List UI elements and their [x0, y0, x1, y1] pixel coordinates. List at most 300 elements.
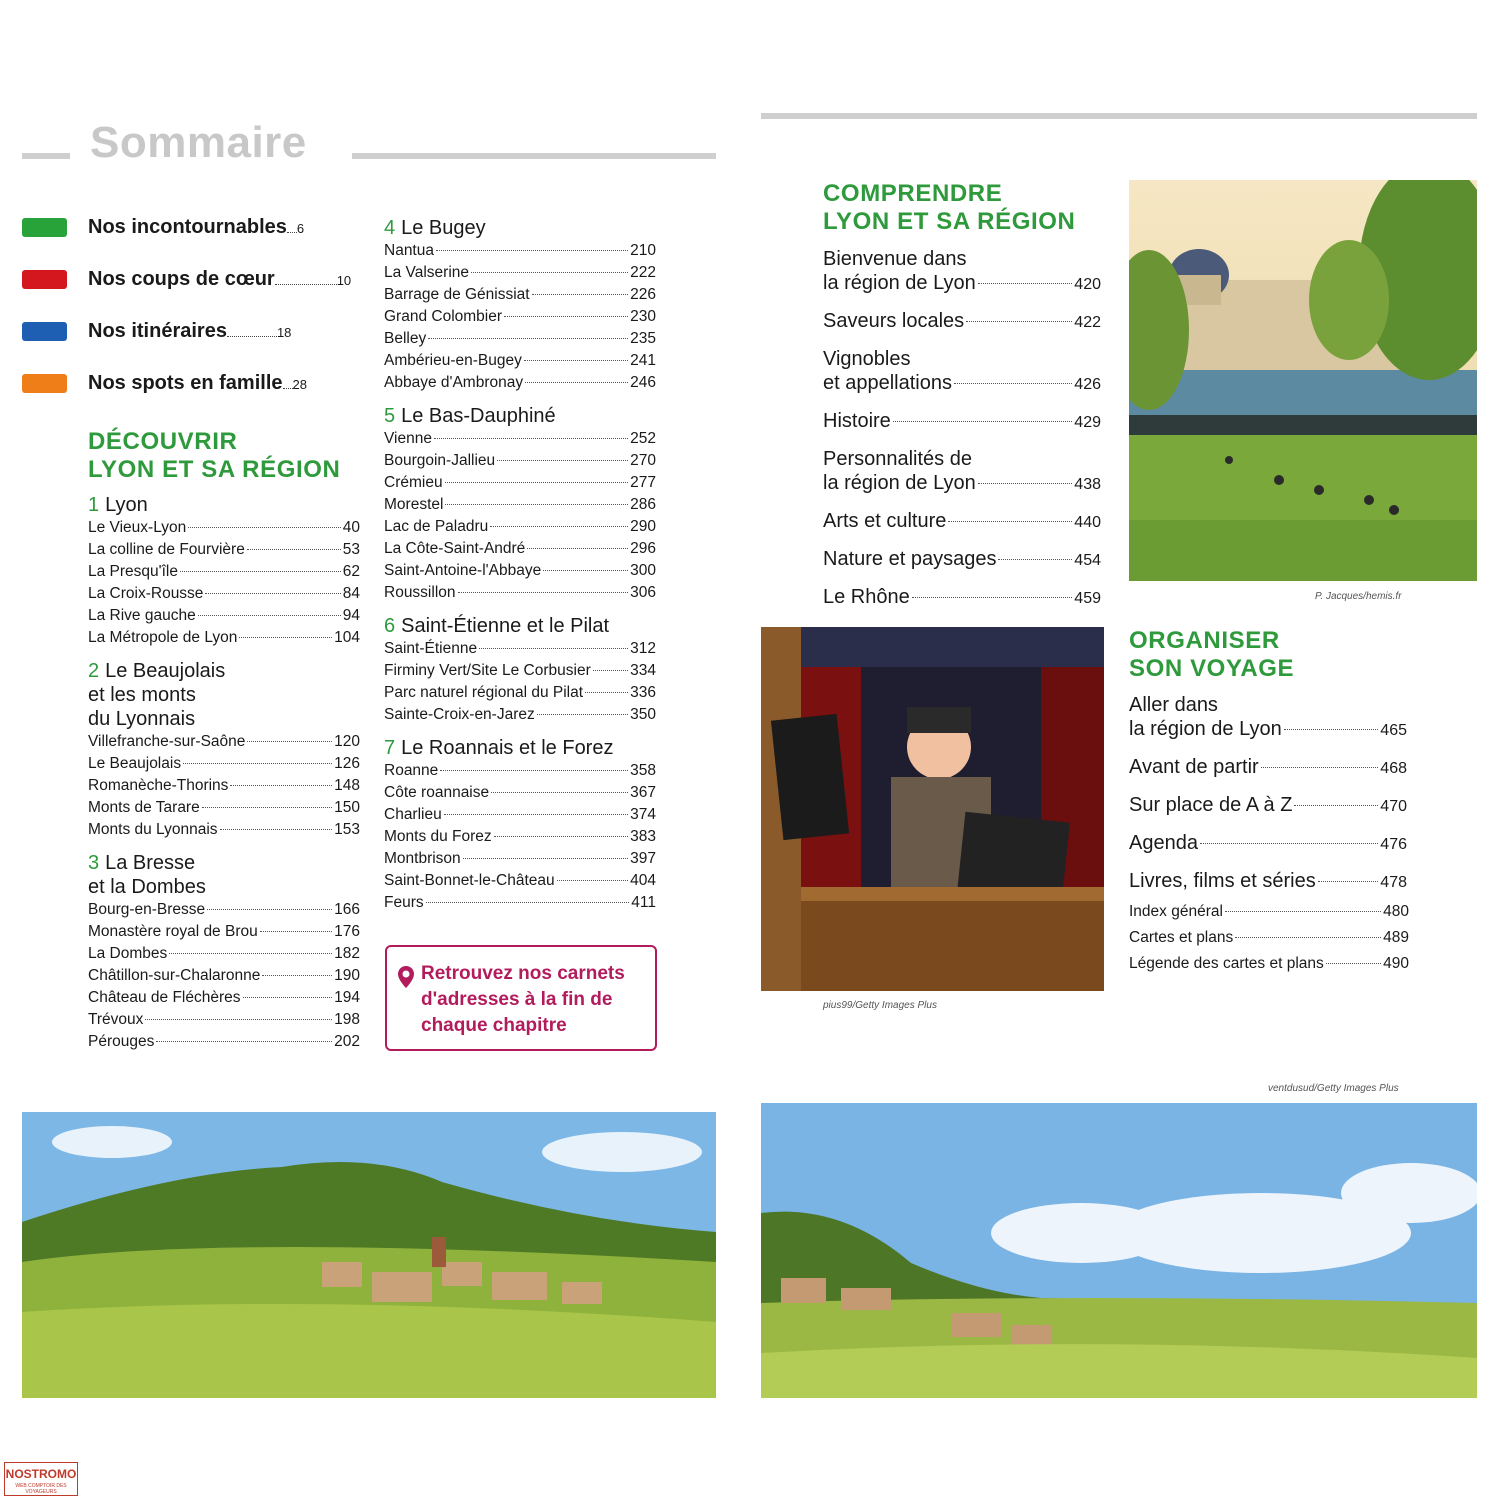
organiser-index-list — [1129, 899, 1409, 977]
entry-name: Saveurs locales — [823, 310, 965, 332]
legend-page: 10 — [336, 273, 352, 288]
dot-leader — [220, 829, 333, 830]
entry-name: Légende des cartes et plans — [1129, 955, 1324, 972]
dot-leader — [169, 953, 332, 954]
organiser-list — [1129, 693, 1407, 907]
dot-leader — [230, 785, 332, 786]
toc-entry — [384, 870, 656, 892]
chapter-block — [88, 493, 360, 649]
chapter-number: 7 — [384, 737, 396, 759]
entry-name: Nature et paysages — [823, 548, 997, 570]
beaujolais-village-photo-left — [22, 1112, 716, 1398]
comprendre-heading-line1: COMPRENDRE — [823, 180, 1003, 207]
toc-entry — [823, 247, 1101, 297]
entry-name: La Dombes — [88, 945, 168, 962]
entry-page: 210 — [630, 242, 656, 259]
toc-entry — [384, 638, 656, 660]
entry-page: 478 — [1380, 874, 1407, 891]
chapter-title — [88, 851, 360, 875]
entry-page: 422 — [1074, 314, 1101, 331]
entry-name: Feurs — [384, 894, 424, 911]
entry-page: 190 — [334, 967, 360, 984]
entry-page: 53 — [342, 541, 360, 558]
dot-leader — [227, 336, 277, 337]
legend-page: 6 — [296, 221, 305, 236]
chapter-number: 2 — [88, 660, 100, 682]
chapter-title — [384, 216, 656, 240]
entry-page: 440 — [1074, 514, 1101, 531]
dot-leader — [543, 570, 628, 571]
legend-swatch — [22, 322, 67, 341]
entry-line — [1129, 693, 1407, 717]
toc-entry — [1129, 693, 1407, 743]
toc-entry — [1129, 869, 1407, 895]
chapter-block — [88, 851, 360, 1053]
dot-leader — [1200, 843, 1378, 844]
chapter-title — [384, 736, 656, 760]
title-rule-right — [352, 153, 716, 159]
entry-name: La colline de Fourvière — [88, 541, 245, 558]
chapter-title — [384, 404, 656, 428]
toc-entry — [384, 450, 656, 472]
entry-name: Château de Fléchères — [88, 989, 241, 1006]
dot-leader — [180, 571, 341, 572]
entry-name: Monts du Forez — [384, 828, 492, 845]
entry-page: 226 — [630, 286, 656, 303]
entry-name: Crémieu — [384, 474, 443, 491]
entry-line — [1129, 869, 1407, 895]
chapter-title-text: et la Dombes — [88, 876, 206, 898]
decouvrir-heading-line2: LYON ET SA RÉGION — [88, 456, 341, 483]
dot-leader — [445, 482, 629, 483]
entry-page: 182 — [334, 945, 360, 962]
toc-entry — [384, 284, 656, 306]
dot-leader — [207, 909, 332, 910]
entry-page: 306 — [630, 584, 656, 601]
dot-leader — [434, 438, 628, 439]
dot-leader — [436, 250, 628, 251]
dot-leader — [1284, 729, 1379, 730]
chapter-title-text: Le Bas-Dauphiné — [401, 405, 556, 427]
entry-page: 84 — [342, 585, 360, 602]
index-entry — [1129, 925, 1409, 951]
legend-label-text: Nos coups de cœur — [88, 268, 275, 290]
entry-page: 222 — [630, 264, 656, 281]
entry-page: 40 — [342, 519, 360, 536]
toc-entry — [88, 775, 360, 797]
comprendre-heading — [823, 180, 1075, 236]
toc-entry — [384, 660, 656, 682]
entry-page: 176 — [334, 923, 360, 940]
entry-name: La Valserine — [384, 264, 470, 281]
entry-page: 358 — [630, 762, 656, 779]
entry-page: 277 — [630, 474, 656, 491]
entry-name: la région de Lyon — [823, 272, 976, 294]
chapter-title-text: Le Beaujolais — [105, 660, 226, 682]
dot-leader — [490, 526, 628, 527]
toc-entry — [88, 583, 360, 605]
chapter-number: 5 — [384, 405, 396, 427]
entry-page: 198 — [334, 1011, 360, 1028]
chapter-number: 6 — [384, 615, 396, 637]
dot-leader — [593, 670, 628, 671]
entry-line — [823, 371, 1101, 397]
dot-leader — [260, 931, 332, 932]
legend-key-3 — [22, 320, 342, 346]
legend-key-1 — [22, 216, 342, 242]
toc-entry — [384, 848, 656, 870]
dot-leader — [440, 770, 628, 771]
toc-entry — [88, 987, 360, 1009]
chapter-title-text: Le Roannais et le Forez — [401, 737, 614, 759]
dot-leader — [1235, 937, 1381, 938]
entry-page: 270 — [630, 452, 656, 469]
entry-page: 367 — [630, 784, 656, 801]
toc-entry — [384, 782, 656, 804]
nostromo-logo: NOSTROMO WEB COMPTOIR DES VOYAGEURS — [4, 1462, 78, 1496]
dot-leader — [497, 460, 628, 461]
entry-name: La Croix-Rousse — [88, 585, 204, 602]
toc-entry — [823, 447, 1101, 497]
organiser-heading-line2: SON VOYAGE — [1129, 655, 1295, 682]
entry-name: Vignobles — [823, 348, 911, 370]
legend-label — [88, 216, 304, 239]
dot-leader — [1326, 963, 1381, 964]
chapter-title-text: du Lyonnais — [88, 708, 196, 730]
chapter-block — [88, 659, 360, 841]
entry-page: 246 — [630, 374, 656, 391]
chapter-title — [88, 659, 360, 683]
entry-name: Firminy Vert/Site Le Corbusier — [384, 662, 591, 679]
legend-label — [88, 372, 307, 395]
toc-entry — [384, 892, 656, 914]
photo-credit-1: P. Jacques/hemis.fr — [1315, 591, 1402, 602]
entry-line — [823, 471, 1101, 497]
entry-name: Avant de partir — [1129, 756, 1259, 778]
dot-leader — [494, 836, 628, 837]
entry-name: Saint-Bonnet-le-Château — [384, 872, 555, 889]
entry-page: 334 — [630, 662, 656, 679]
entry-name: Pérouges — [88, 1033, 155, 1050]
toc-entry — [88, 797, 360, 819]
entry-page: 120 — [334, 733, 360, 750]
decouvrir-heading-line1: DÉCOUVRIR — [88, 428, 238, 455]
entry-name: Index général — [1129, 903, 1223, 920]
entry-name: Le Beaujolais — [88, 755, 182, 772]
guignol-puppet-photo — [761, 627, 1104, 991]
comprendre-list — [823, 247, 1101, 623]
entry-name: Roanne — [384, 762, 439, 779]
chapter-title — [88, 707, 360, 731]
toc-entry — [384, 516, 656, 538]
entry-name: Lac de Paladru — [384, 518, 489, 535]
entry-line — [1129, 755, 1407, 781]
dot-leader — [532, 294, 629, 295]
legend-label-text: Nos itinéraires — [88, 320, 227, 342]
index-entry — [1129, 899, 1409, 925]
toc-entry — [384, 240, 656, 262]
toc-entry — [88, 539, 360, 561]
entry-name: la région de Lyon — [823, 472, 976, 494]
legend-key-4 — [22, 372, 342, 398]
legend-label — [88, 320, 291, 343]
chapter-block — [384, 216, 656, 394]
entry-name: Châtillon-sur-Chalaronne — [88, 967, 261, 984]
chapter-number: 4 — [384, 217, 396, 239]
entry-page: 290 — [630, 518, 656, 535]
entry-page: 336 — [630, 684, 656, 701]
entry-name: Le Vieux-Lyon — [88, 519, 187, 536]
chapter-title-text: Le Bugey — [401, 217, 486, 239]
toc-entry — [823, 309, 1101, 335]
entry-page: 489 — [1383, 929, 1409, 946]
entry-name: Bourgoin-Jallieu — [384, 452, 496, 469]
dot-leader — [1294, 805, 1378, 806]
entry-name: Monts de Tarare — [88, 799, 200, 816]
dot-leader — [978, 283, 1073, 284]
dot-leader — [504, 316, 628, 317]
dot-leader — [1225, 911, 1381, 912]
chapter-number: 3 — [88, 852, 100, 874]
dot-leader — [1261, 767, 1379, 768]
entry-page: 374 — [630, 806, 656, 823]
toc-entry — [384, 826, 656, 848]
toc-entry — [88, 627, 360, 649]
dot-leader — [145, 1019, 332, 1020]
chapters-column-1 — [88, 493, 360, 1053]
comprendre-heading-line2: LYON ET SA RÉGION — [823, 208, 1076, 235]
entry-page: 150 — [334, 799, 360, 816]
toc-entry — [823, 585, 1101, 611]
entry-name: et appellations — [823, 372, 952, 394]
dot-leader — [428, 338, 628, 339]
entry-page: 438 — [1074, 476, 1101, 493]
entry-name: Saint-Étienne — [384, 640, 478, 657]
dot-leader — [283, 388, 293, 389]
decouvrir-heading — [88, 428, 340, 484]
entry-line — [1129, 717, 1407, 743]
entry-line — [823, 347, 1101, 371]
toc-entry — [88, 899, 360, 921]
beaujolais-village-photo-right — [761, 1103, 1477, 1398]
entry-page: 429 — [1074, 414, 1101, 431]
toc-entry — [88, 819, 360, 841]
entry-page: 94 — [342, 607, 360, 624]
entry-name: Vienne — [384, 430, 432, 447]
toc-entry — [88, 753, 360, 775]
entry-page: 296 — [630, 540, 656, 557]
legend-label-text: Nos incontournables — [88, 216, 287, 238]
dot-leader — [525, 382, 628, 383]
toc-entry — [88, 921, 360, 943]
entry-page: 286 — [630, 496, 656, 513]
dot-leader — [912, 597, 1073, 598]
entry-line — [823, 509, 1101, 535]
dot-leader — [948, 521, 1072, 522]
entry-page: 230 — [630, 308, 656, 325]
chapter-title-text: et les monts — [88, 684, 196, 706]
chapter-title-text: Saint-Étienne et le Pilat — [401, 615, 610, 637]
location-pin-icon — [397, 965, 415, 989]
chapters-column-2 — [384, 216, 656, 914]
dot-leader — [202, 807, 332, 808]
entry-name: Romanèche-Thorins — [88, 777, 229, 794]
toc-entry — [88, 1031, 360, 1053]
entry-name: Charlieu — [384, 806, 442, 823]
entry-page: 476 — [1380, 836, 1407, 853]
entry-line — [823, 585, 1101, 611]
dot-leader — [239, 637, 332, 638]
entry-line — [1129, 793, 1407, 819]
organiser-heading-line1: ORGANISER — [1129, 627, 1280, 654]
entry-name: Bourg-en-Bresse — [88, 901, 206, 918]
entry-name: Roussillon — [384, 584, 456, 601]
entry-name: Monts du Lyonnais — [88, 821, 218, 838]
entry-page: 300 — [630, 562, 656, 579]
toc-entry — [1129, 793, 1407, 819]
toc-entry — [384, 760, 656, 782]
dot-leader — [893, 421, 1073, 422]
dot-leader — [463, 858, 628, 859]
entry-page: 404 — [630, 872, 656, 889]
title-rule-left — [22, 153, 70, 159]
dot-leader — [247, 741, 332, 742]
toc-entry — [384, 582, 656, 604]
dot-leader — [1318, 881, 1379, 882]
entry-name: Personnalités de — [823, 448, 972, 470]
toc-entry — [88, 731, 360, 753]
chapter-block — [384, 736, 656, 914]
entry-page: 490 — [1383, 955, 1409, 972]
chapter-title-text: Lyon — [105, 494, 148, 516]
entry-page: 420 — [1074, 276, 1101, 293]
chapter-number: 1 — [88, 494, 100, 516]
toc-entry — [384, 328, 656, 350]
entry-line — [823, 447, 1101, 471]
toc-entry — [384, 428, 656, 450]
entry-name: Agenda — [1129, 832, 1198, 854]
addresses-callout — [385, 945, 657, 1051]
toc-entry — [88, 605, 360, 627]
chapter-title — [88, 875, 360, 899]
entry-page: 468 — [1380, 760, 1407, 777]
dot-leader — [978, 483, 1073, 484]
dot-leader — [537, 714, 628, 715]
dot-leader — [205, 593, 340, 594]
dot-leader — [247, 549, 341, 550]
entry-page: 350 — [630, 706, 656, 723]
entry-name: Villefranche-sur-Saône — [88, 733, 246, 750]
toc-entry — [823, 509, 1101, 535]
toc-entry — [384, 804, 656, 826]
entry-page: 153 — [334, 821, 360, 838]
entry-name: Trévoux — [88, 1011, 144, 1028]
toc-entry — [88, 561, 360, 583]
entry-name: Monastère royal de Brou — [88, 923, 258, 940]
entry-page: 459 — [1074, 590, 1101, 607]
dot-leader — [524, 360, 628, 361]
toc-entry — [823, 547, 1101, 573]
legend-key-2 — [22, 268, 352, 294]
entry-name: Livres, films et séries — [1129, 870, 1316, 892]
toc-entry — [88, 943, 360, 965]
entry-line — [823, 271, 1101, 297]
entry-page: 126 — [334, 755, 360, 772]
entry-name: Barrage de Génissiat — [384, 286, 530, 303]
dot-leader — [527, 548, 628, 549]
chapter-title — [88, 493, 360, 517]
toc-entry — [1129, 831, 1407, 857]
toc-entry — [384, 262, 656, 284]
entry-name: Parc naturel régional du Pilat — [384, 684, 584, 701]
entry-line — [823, 547, 1101, 573]
chapter-block — [384, 404, 656, 604]
entry-page: 383 — [630, 828, 656, 845]
dot-leader — [262, 975, 332, 976]
dot-leader — [479, 648, 628, 649]
legend-swatch — [22, 218, 67, 237]
entry-page: 104 — [334, 629, 360, 646]
entry-line — [1129, 831, 1407, 857]
legend-label — [88, 268, 351, 291]
dot-leader — [188, 527, 341, 528]
entry-name: La Métropole de Lyon — [88, 629, 238, 646]
index-entry — [1129, 951, 1409, 977]
entry-name: Bienvenue dans — [823, 248, 967, 270]
dot-leader — [445, 504, 628, 505]
dot-leader — [444, 814, 628, 815]
dot-leader — [491, 792, 628, 793]
entry-page: 241 — [630, 352, 656, 369]
entry-name: Ambérieu-en-Bugey — [384, 352, 522, 369]
photo-credit-2: pius99/Getty Images Plus — [823, 1000, 937, 1011]
entry-name: Le Rhône — [823, 586, 910, 608]
entry-page: 426 — [1074, 376, 1101, 393]
chapter-block — [384, 614, 656, 726]
entry-page: 166 — [334, 901, 360, 918]
entry-name: Grand Colombier — [384, 308, 503, 325]
toc-entry — [823, 347, 1101, 397]
entry-name: Arts et culture — [823, 510, 947, 532]
chapter-title — [88, 683, 360, 707]
entry-name: Histoire — [823, 410, 891, 432]
toc-entry — [88, 517, 360, 539]
dot-leader — [183, 763, 332, 764]
chapter-title — [384, 614, 656, 638]
entry-name: Sainte-Croix-en-Jarez — [384, 706, 535, 723]
entry-page: 235 — [630, 330, 656, 347]
toc-entry — [384, 494, 656, 516]
entry-name: Saint-Antoine-l'Abbaye — [384, 562, 542, 579]
entry-page: 194 — [334, 989, 360, 1006]
dot-leader — [243, 997, 333, 998]
toc-entry — [384, 538, 656, 560]
toc-entry — [1129, 755, 1407, 781]
dot-leader — [998, 559, 1072, 560]
toc-entry — [384, 306, 656, 328]
entry-name: Belley — [384, 330, 427, 347]
entry-name: Montbrison — [384, 850, 461, 867]
entry-page: 411 — [631, 894, 656, 911]
right-page-rule — [761, 113, 1477, 119]
entry-name: La Rive gauche — [88, 607, 196, 624]
entry-line — [823, 247, 1101, 271]
dot-leader — [458, 592, 629, 593]
legend-page: 28 — [292, 377, 307, 392]
dot-leader — [585, 692, 628, 693]
dot-leader — [471, 272, 628, 273]
entry-name: la région de Lyon — [1129, 718, 1282, 740]
